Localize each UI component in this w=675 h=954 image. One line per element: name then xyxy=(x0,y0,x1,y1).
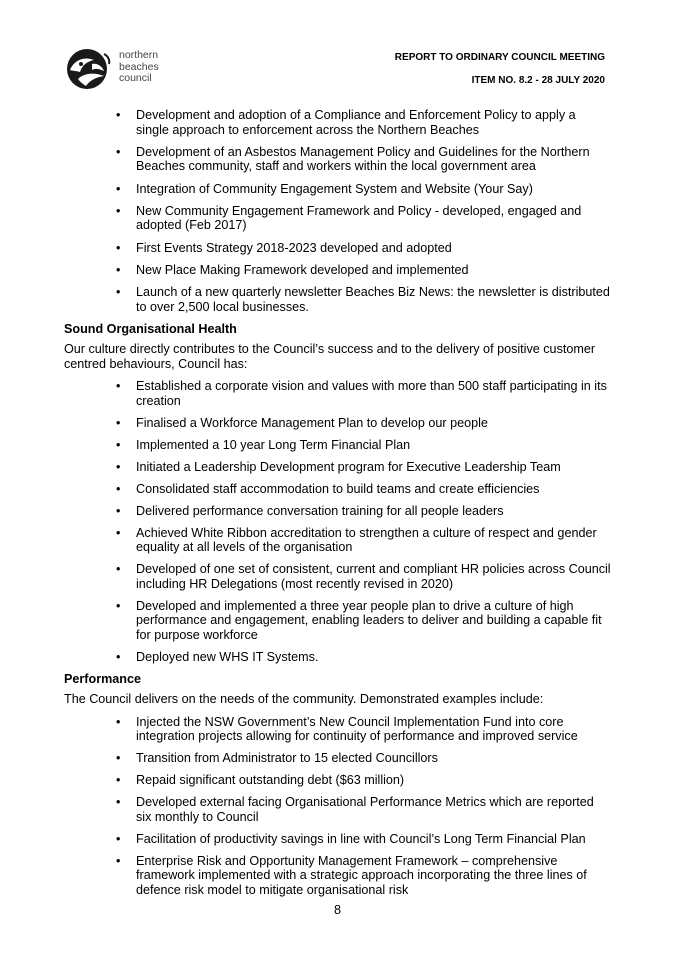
bullet-icon: • xyxy=(116,262,121,277)
bullet-icon: • xyxy=(116,853,121,868)
list-item-text: Integration of Community Engagement System and Website (Your Say) xyxy=(136,181,533,196)
list-item xyxy=(116,503,612,519)
section-bullet-list xyxy=(64,379,612,664)
page-number: 8 xyxy=(333,903,341,917)
bullet-icon: • xyxy=(116,598,121,613)
section-heading: Performance xyxy=(64,671,141,686)
list-item xyxy=(116,751,612,766)
list-item xyxy=(116,714,612,744)
list-item-text: Finalised a Workforce Management Plan to develop our people xyxy=(136,415,488,430)
logo-line: council xyxy=(119,72,152,84)
list-item xyxy=(116,284,612,314)
list-item xyxy=(116,562,612,591)
list-item xyxy=(116,649,612,665)
list-item-text: Injected the NSW Government’s New Council Implementation Fund into core integration projects allowing for continuity of performance and improved service xyxy=(136,714,578,744)
section-intro: Our culture directly contributes to the Council’s success and to the delivery of positive customer centred behaviours, Council has: xyxy=(64,342,596,371)
intro-bullet-list xyxy=(64,108,612,314)
council-logo xyxy=(64,46,174,92)
bullet-icon: • xyxy=(116,203,121,218)
list-item xyxy=(116,853,612,898)
list-item-text: Transition from Administrator to 15 elected Councillors xyxy=(136,751,438,766)
list-item xyxy=(116,598,612,643)
list-item xyxy=(116,831,612,847)
bullet-icon: • xyxy=(116,503,121,518)
list-item-text: Initiated a Leadership Development program for Executive Leadership Team xyxy=(136,459,561,474)
list-item-text: First Events Strategy 2018-2023 developed and adopted xyxy=(136,240,452,255)
bullet-icon: • xyxy=(116,525,121,540)
bullet-icon: • xyxy=(116,562,121,577)
list-item-text: Development and adoption of a Compliance and Enforcement Policy to apply a single approach to enforcement across the Northern Beaches xyxy=(136,108,576,137)
list-item-text: Facilitation of productivity savings in line with Council’s Long Term Financial Plan xyxy=(136,831,586,846)
list-item xyxy=(116,459,612,475)
list-item xyxy=(116,437,612,453)
bullet-icon: • xyxy=(116,481,121,496)
bullet-icon: • xyxy=(116,831,121,846)
list-item xyxy=(116,773,612,788)
page-header xyxy=(0,0,675,110)
list-item xyxy=(116,379,612,408)
list-item-text: New Place Making Framework developed and implemented xyxy=(136,262,469,277)
list-item-text: Launch of a new quarterly newsletter Beaches Biz News: the newsletter is distributed to over 2,500 local businesses. xyxy=(136,284,610,314)
section-intro: The Council delivers on the needs of the community. Demonstrated examples include: xyxy=(64,692,544,707)
list-item xyxy=(116,181,612,197)
document-body xyxy=(64,108,612,905)
section-heading: Sound Organisational Health xyxy=(64,321,237,336)
bullet-icon: • xyxy=(116,240,121,255)
list-item-text: Implemented a 10 year Long Term Financial Plan xyxy=(136,437,411,452)
bullet-icon: • xyxy=(116,437,121,452)
list-item xyxy=(116,525,612,555)
logo-line: northern xyxy=(119,49,159,61)
report-title: REPORT TO ORDINARY COUNCIL MEETING xyxy=(394,52,605,63)
list-item-text: Deployed new WHS IT Systems. xyxy=(136,649,319,664)
bullet-icon: • xyxy=(116,284,121,299)
wave-emblem-icon xyxy=(64,46,114,92)
list-item xyxy=(116,108,612,137)
list-item xyxy=(116,240,612,256)
list-item-text: Development of an Asbestos Management Policy and Guidelines for the Northern Beaches community, staff and workers within the local government area xyxy=(136,144,590,174)
list-item xyxy=(116,795,612,824)
list-item-text: Consolidated staff accommodation to build teams and create efficiencies xyxy=(136,481,540,496)
list-item xyxy=(116,415,612,431)
bullet-icon: • xyxy=(116,795,121,810)
list-item-text: Enterprise Risk and Opportunity Management Framework – comprehensive framework implemented with a strategic approach incorporating the three lines of defence risk model to mitigate organisational risk xyxy=(136,853,587,897)
bullet-icon: • xyxy=(116,649,121,664)
list-item-text: New Community Engagement Framework and Policy - developed, engaged and adopted (Feb 2017) xyxy=(136,203,582,233)
list-item-text: Developed external facing Organisational Performance Metrics which are reported six monthly to Council xyxy=(136,795,594,824)
list-item xyxy=(116,203,612,233)
list-item-text: Developed of one set of consistent, current and compliant HR policies across Council including HR Delegations (most recently revised in 2020) xyxy=(136,562,611,591)
bullet-icon: • xyxy=(116,459,121,474)
list-item xyxy=(116,144,612,174)
bullet-icon: • xyxy=(116,773,121,788)
bullet-icon: • xyxy=(116,144,121,159)
list-item-text: Developed and implemented a three year people plan to drive a culture of high performance and engagement, enabling leaders to deliver and building a capable fit for purpose workforce xyxy=(136,598,602,642)
bullet-icon: • xyxy=(116,379,121,394)
list-item-text: Repaid significant outstanding debt ($63 million) xyxy=(136,773,405,788)
logo-line: beaches xyxy=(119,60,159,73)
bullet-icon: • xyxy=(116,714,121,729)
bullet-icon: • xyxy=(116,181,121,196)
bullet-icon: • xyxy=(116,108,121,122)
list-item xyxy=(116,481,612,497)
logo-wordmark xyxy=(119,50,159,85)
bullet-icon: • xyxy=(116,415,121,430)
bullet-icon: • xyxy=(116,751,121,766)
section-bullet-list xyxy=(64,715,612,898)
list-item xyxy=(116,262,612,278)
list-item-text: Delivered performance conversation training for all people leaders xyxy=(136,503,504,518)
list-item-text: Established a corporate vision and values with more than 500 staff participating in its creation xyxy=(136,379,607,408)
item-number: ITEM NO. 8.2 - 28 JULY 2020 xyxy=(471,75,605,86)
sections xyxy=(64,322,612,898)
list-item-text: Achieved White Ribbon accreditation to strengthen a culture of respect and gender equality at all levels of the organisation xyxy=(136,525,597,555)
